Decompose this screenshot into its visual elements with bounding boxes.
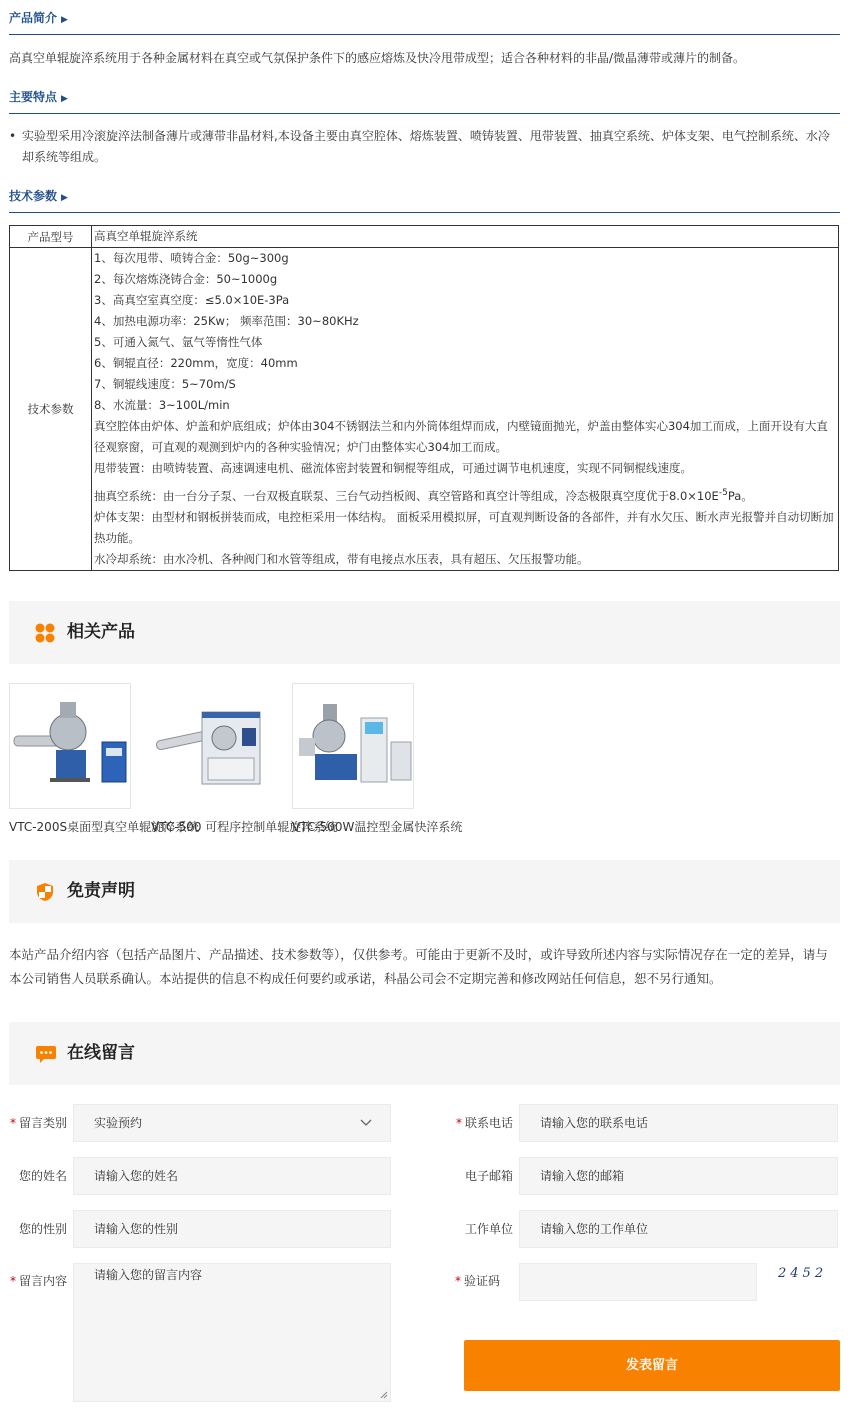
resize-handle-icon[interactable] bbox=[380, 1391, 388, 1399]
spec-line: 5、可通入氮气、氩气等惰性气体 bbox=[94, 335, 263, 349]
chat-bubble-icon bbox=[35, 1044, 57, 1064]
disclaimer-title: 免责声明 bbox=[67, 881, 135, 901]
related-product-card[interactable] bbox=[292, 683, 463, 835]
related-product-card[interactable] bbox=[151, 683, 338, 835]
section-title-intro bbox=[9, 10, 840, 35]
captcha-image[interactable]: 2452 bbox=[778, 1266, 828, 1281]
company-label: 工作单位 bbox=[464, 1222, 513, 1236]
features-bullet-item bbox=[9, 126, 840, 168]
section-title-features bbox=[9, 89, 840, 114]
triangle-right-icon: ▶ bbox=[61, 193, 68, 203]
gender-label: 您的性别 bbox=[18, 1222, 67, 1236]
spec-line-vacuum bbox=[94, 482, 836, 507]
category-value: 实验预约 bbox=[94, 1116, 143, 1130]
phone-label bbox=[450, 1115, 513, 1131]
features-text: 实验型采用冷滚旋淬法制备薄片或薄带非晶材料,本设备主要由真空腔体、熔炼装置、喷铸装置、甩带装置、抽真空系统、炉体支架、电气控制系统、水冷却系统等组成。 bbox=[22, 129, 830, 164]
related-product-card[interactable] bbox=[9, 683, 200, 835]
model-label-cell: 产品型号 bbox=[10, 226, 92, 248]
message-textarea[interactable] bbox=[73, 1263, 391, 1402]
spec-line: 水冷却系统：由水冷机、各种阀门和水管等组成，带有电接点水压表，具有超压、欠压报警功能。 bbox=[94, 551, 589, 566]
intro-text: 高真空单辊旋淬系统用于各种金属材料在真空或气氛保护条件下的感应熔炼及快冷甩带成型；适合各种材料的非晶/微晶薄带或薄片的制备。 bbox=[9, 51, 746, 65]
company-input[interactable] bbox=[519, 1210, 838, 1248]
name-input[interactable] bbox=[73, 1157, 391, 1195]
vacuum-exponent: -5 bbox=[718, 488, 728, 498]
message-title: 在线留言 bbox=[67, 1043, 135, 1063]
phone-input[interactable] bbox=[519, 1104, 838, 1142]
product-name[interactable]: VTC-200S桌面型真空单辊旋淬系统 bbox=[9, 820, 200, 834]
section-title-specs bbox=[9, 188, 840, 213]
required-mark: * bbox=[9, 1274, 16, 1288]
spec-table bbox=[9, 225, 839, 571]
email-label: 电子邮箱 bbox=[464, 1169, 513, 1183]
spec-line: 7、铜辊线速度：5~70m/S bbox=[94, 377, 236, 391]
table-row bbox=[10, 248, 839, 571]
spec-line: 3、高真空室真空度：≤5.0×10E-3Pa bbox=[94, 293, 290, 307]
message-header bbox=[9, 1022, 840, 1085]
spec-line: 1、每次甩带、喷铸合金：50g~300g bbox=[94, 251, 289, 265]
vacuum-unit: Pa。 bbox=[727, 488, 753, 503]
disclaimer-text: 本站产品介绍内容（包括产品图片、产品描述、技术参数等），仅供参考。可能由于更新不及时，或许导致所述内容与实际情况存在一定的差异，请与本公司销售人员联系确认。本站提供的信息不构成任何要约或承诺，科晶公司会不定期完善和修改网站任何信息，恕不另行通知。 bbox=[9, 947, 828, 986]
spec-line: 甩带装置：由喷铸装置、高速调速电机、磁流体密封装置和铜棍等组成，可通过调节电机速度，实现不同铜棍线速度。 bbox=[94, 461, 692, 475]
category-label-text: 留言类别 bbox=[18, 1116, 67, 1130]
spec-line: 6、铜辊直径：220mm，宽度：40mm bbox=[94, 356, 298, 370]
required-mark: * bbox=[9, 1116, 16, 1130]
shield-icon bbox=[35, 882, 55, 902]
product-image[interactable] bbox=[151, 683, 273, 809]
triangle-right-icon: ▶ bbox=[61, 94, 68, 104]
captcha-label-text: 验证码 bbox=[463, 1274, 500, 1288]
category-label bbox=[9, 1115, 67, 1131]
vacuum-text: 抽真空系统：由一台分子泵、一台双极直联泵、三台气动挡板阀、真空管路和真空计等组成，冷态极限真空度优于8.0×10E bbox=[94, 488, 719, 503]
params-label-cell: 技术参数 bbox=[10, 248, 92, 571]
required-mark: * bbox=[455, 1116, 462, 1130]
name-placeholder: 请输入您的姓名 bbox=[94, 1169, 179, 1183]
phone-label-text: 联系电话 bbox=[464, 1116, 513, 1130]
grid-flower-icon bbox=[35, 623, 55, 643]
gender-placeholder: 请输入您的性别 bbox=[94, 1222, 179, 1236]
message-placeholder: 请输入您的留言内容 bbox=[94, 1268, 203, 1282]
related-title: 相关产品 bbox=[67, 622, 135, 642]
disclaimer-header bbox=[9, 860, 840, 923]
category-select[interactable] bbox=[73, 1104, 391, 1142]
bullet-dot-icon: • bbox=[9, 129, 17, 143]
name-label: 您的姓名 bbox=[18, 1169, 67, 1183]
product-name[interactable]: VTC-500 可程序控制单辊旋淬系统 bbox=[151, 820, 338, 834]
product-image[interactable] bbox=[9, 683, 131, 809]
spec-line: 炉体支架：由型材和钢板拼装而成，电控柜采用一体结构。 面板采用模拟屏，可直观判断设备的各部件，并有水欠压、断水声光报警并自动切断加热功能。 bbox=[94, 509, 834, 545]
spec-line: 4、加热电源功率：25Kw； 频率范围：30~80KHz bbox=[94, 314, 359, 328]
submit-button[interactable]: 发表留言 bbox=[464, 1340, 840, 1391]
product-image[interactable] bbox=[292, 683, 414, 809]
spec-line: 2、每次熔炼浇铸合金：50~1000g bbox=[94, 272, 278, 286]
table-row bbox=[10, 226, 839, 248]
message-label-text: 留言内容 bbox=[18, 1274, 67, 1288]
chevron-down-icon[interactable] bbox=[360, 1119, 372, 1127]
email-input[interactable] bbox=[519, 1157, 838, 1195]
required-mark: * bbox=[454, 1274, 461, 1288]
model-value-cell: 高真空单辊旋淬系统 bbox=[92, 226, 839, 248]
triangle-right-icon: ▶ bbox=[61, 15, 68, 25]
phone-placeholder: 请输入您的联系电话 bbox=[540, 1116, 649, 1130]
message-label bbox=[9, 1273, 67, 1289]
company-placeholder: 请输入您的工作单位 bbox=[540, 1222, 649, 1236]
captcha-input[interactable] bbox=[519, 1263, 757, 1301]
spec-line: 8、水流量：3~100L/min bbox=[94, 398, 230, 412]
specs-title: 技术参数 bbox=[9, 189, 58, 203]
email-placeholder: 请输入您的邮箱 bbox=[540, 1169, 625, 1183]
params-value-cell bbox=[92, 248, 839, 571]
captcha-label bbox=[450, 1273, 500, 1289]
features-title: 主要特点 bbox=[9, 90, 58, 104]
spec-line: 真空腔体由炉体、炉盖和炉底组成；炉体由304不锈钢法兰和内外筒体组焊而成，内壁镜面抛光，炉盖由整体实心304加工而成，上面开设有大直径观察窗，可直观的观测到炉内的各种实验情况；炉门由整体实心304加工而成。 bbox=[94, 419, 828, 454]
intro-title: 产品简介 bbox=[9, 11, 58, 25]
product-name[interactable]: VTC-500W温控型金属快淬系统 bbox=[292, 820, 463, 834]
gender-input[interactable] bbox=[73, 1210, 391, 1248]
related-products-header bbox=[9, 601, 840, 664]
